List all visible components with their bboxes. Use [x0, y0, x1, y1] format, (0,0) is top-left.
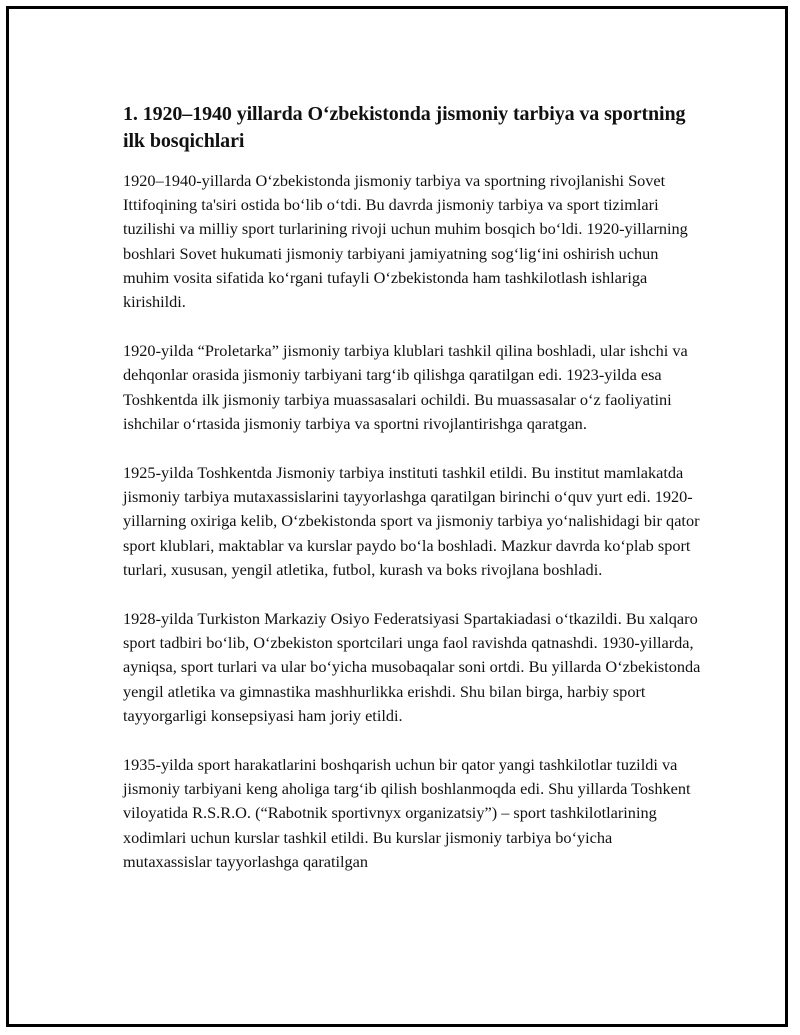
paragraph-2: 1920-yilda “Proletarka” jismoniy tarbiya klublari tashkil qilina boshladi, ular ishchi va dehqonlar orasida jismoniy tarbiyani targ‘ib qilishga qaratilgan edi. 1923-yilda esa Toshkentda ilk jismoniy tarbiya muassasalari ochildi. Bu muassasalar o‘z faoliyatini ishchilar o‘rtasida jismoniy tarbiya va sportni rivojlantirishga qaratgan.	[123, 341, 688, 433]
page-frame	[6, 6, 788, 1027]
paragraph-1: 1920–1940-yillarda O‘zbekistonda jismoniy tarbiya va sportning rivojlanishi Sovet Ittifoqining ta'siri ostida bo‘lib o‘tdi. Bu davrda jismoniy tarbiya va sport tizimlari tuzilishi va milliy sport turlarining rivoji uchun muhim bosqich bo‘ldi. 1920-yillarning boshlari Sovet hukumati jismoniy tarbiyani jamiyatning sog‘lig‘ini oshirish uchun muhim vosita sifatida ko‘rgani tufayli O‘zbekistonda ham tashkilotlash ishlariga kirishildi.	[123, 171, 688, 312]
paragraph-5: 1935-yilda sport harakatlarini boshqarish uchun bir qator yangi tashkilotlar tuzildi va jismoniy tarbiyani keng aholiga targ‘ib qilish boshlanmoqda edi. Shu yillarda Toshkent viloyatida R.S.R.O. (“Rabotnik sportivnyx organizatsiy”) – sport tashkilotlarining xodimlari uchun kurslar tashkil etildi. Bu kurslar jismoniy tarbiya bo‘yicha mutaxassislar tayyorlashga qaratilgan	[123, 755, 691, 871]
document-body	[123, 101, 703, 899]
paragraph-4: 1928-yilda Turkiston Markaziy Osiyo Federatsiyasi Spartakiadasi o‘tkazildi. Bu xalqaro sport tadbiri bo‘lib, O‘zbekiston sportcilari unga faol ravishda qatnashdi. 1930-yillarda, ayniqsa, sport turlari va ular bo‘yicha musobaqalar soni ortdi. Bu yillarda O‘zbekistonda yengil atletika va gimnastika mashhurlikka erishdi. Shu bilan birga, harbiy sport tayyorgarligi konsepsiyasi ham joriy etildi.	[123, 609, 701, 725]
section-heading: 1. 1920–1940 yillarda O‘zbekistonda jismoniy tarbiya va sportning ilk bosqichlari	[123, 103, 686, 152]
paragraph-3: 1925-yilda Toshkentda Jismoniy tarbiya instituti tashkil etildi. Bu institut mamlakatda jismoniy tarbiya mutaxassislarini tayyorlashga qaratilgan birinchi o‘quv yurt edi. 1920-yillarning oxiriga kelib, O‘zbekistonda sport va jismoniy tarbiya yo‘nalishidagi bir qator sport klublari, maktablar va kurslar paydo bo‘la boshladi. Mazkur davrda ko‘plab sport turlari, xususan, yengil atletika, futbol, kurash va boks rivojlana boshladi.	[123, 463, 700, 579]
